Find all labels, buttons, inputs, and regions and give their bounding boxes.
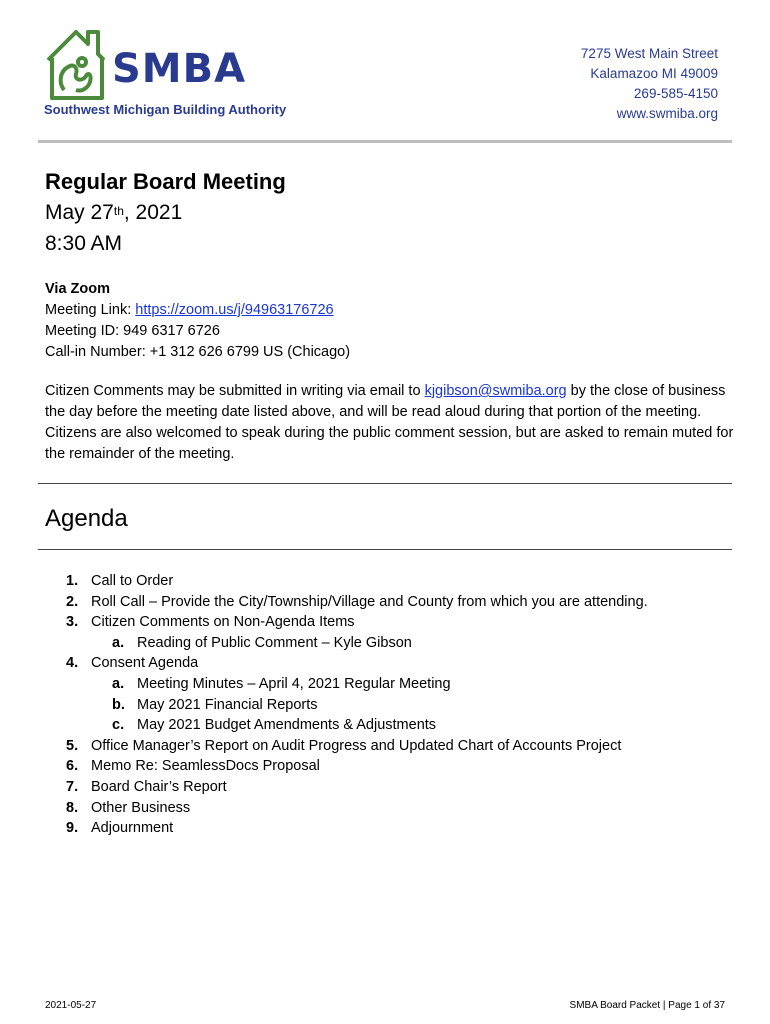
house-logo-icon xyxy=(44,26,108,102)
citizen-comments-paragraph: Citizen Comments may be submitted in writing via email to kjgibson@swmiba.org by the close of business the day before the meeting date listed above, and will be read aloud during that portion of the meeting. Citizens are also welcomed to speak during the public comment session, but are asked to remain muted for the remainder of the meeting. xyxy=(45,383,734,462)
agenda-item: 5. Office Manager’s Report on Audit Progress and Updated Chart of Accounts Project xyxy=(66,737,622,754)
zoom-meeting-id: Meeting ID: 949 6317 6726 xyxy=(45,323,220,339)
zoom-heading: Via Zoom xyxy=(45,281,110,297)
meeting-date: May 27th, 2021 xyxy=(45,201,183,224)
agenda-divider-top xyxy=(38,483,732,484)
agenda-item: 7. Board Chair’s Report xyxy=(66,778,227,795)
agenda-item: 8. Other Business xyxy=(66,799,191,816)
footer-date: 2021-05-27 xyxy=(45,1000,97,1011)
address-city: Kalamazoo MI 49009 xyxy=(590,66,718,81)
address-street: 7275 West Main Street xyxy=(580,46,718,61)
address-phone: 269-585-4150 xyxy=(633,86,718,101)
agenda-item: 1. Call to Order xyxy=(66,573,174,589)
agenda-subitem: c. May 2021 Budget Amendments & Adjustments xyxy=(112,717,437,734)
agenda-subitem: b. May 2021 Financial Reports xyxy=(112,696,318,713)
agenda-item: 2. Roll Call – Provide the City/Township/Village and County from which you are attending. xyxy=(66,593,648,610)
agenda-subitem: a. Reading of Public Comment – Kyle Gibson xyxy=(112,634,412,651)
meeting-time: 8:30 AM xyxy=(45,232,123,255)
agenda-item: 9. Adjournment xyxy=(66,820,174,837)
agenda-item: 4. Consent Agenda xyxy=(66,655,199,672)
smba-logo xyxy=(44,26,294,122)
agenda-divider-bottom xyxy=(38,549,732,550)
header-divider xyxy=(38,140,732,143)
agenda-subitem: a. Meeting Minutes – April 4, 2021 Regular Meeting xyxy=(112,675,451,692)
agenda-item: 6. Memo Re: SeamlessDocs Proposal xyxy=(66,758,320,775)
email-link[interactable]: kjgibson@swmiba.org xyxy=(424,383,567,399)
logo-wordmark: SMBA xyxy=(112,46,247,92)
agenda-heading: Agenda xyxy=(45,505,128,532)
footer-page-number: SMBA Board Packet | Page 1 of 37 xyxy=(569,1000,725,1011)
logo-tagline: Southwest Michigan Building Authority xyxy=(44,102,287,117)
zoom-link-line: Meeting Link: https://zoom.us/j/94963176726 xyxy=(45,302,334,318)
address-website[interactable]: www.swmiba.org xyxy=(616,106,718,121)
zoom-call-in: Call-in Number: +1 312 626 6799 US (Chicago) xyxy=(45,344,351,360)
address-block xyxy=(581,44,718,124)
agenda-item: 3. Citizen Comments on Non-Agenda Items xyxy=(66,614,355,631)
zoom-meeting-link[interactable]: https://zoom.us/j/94963176726 xyxy=(135,302,334,318)
agenda-list xyxy=(66,571,648,839)
meeting-title: Regular Board Meeting xyxy=(45,169,286,194)
zoom-info xyxy=(45,279,350,363)
